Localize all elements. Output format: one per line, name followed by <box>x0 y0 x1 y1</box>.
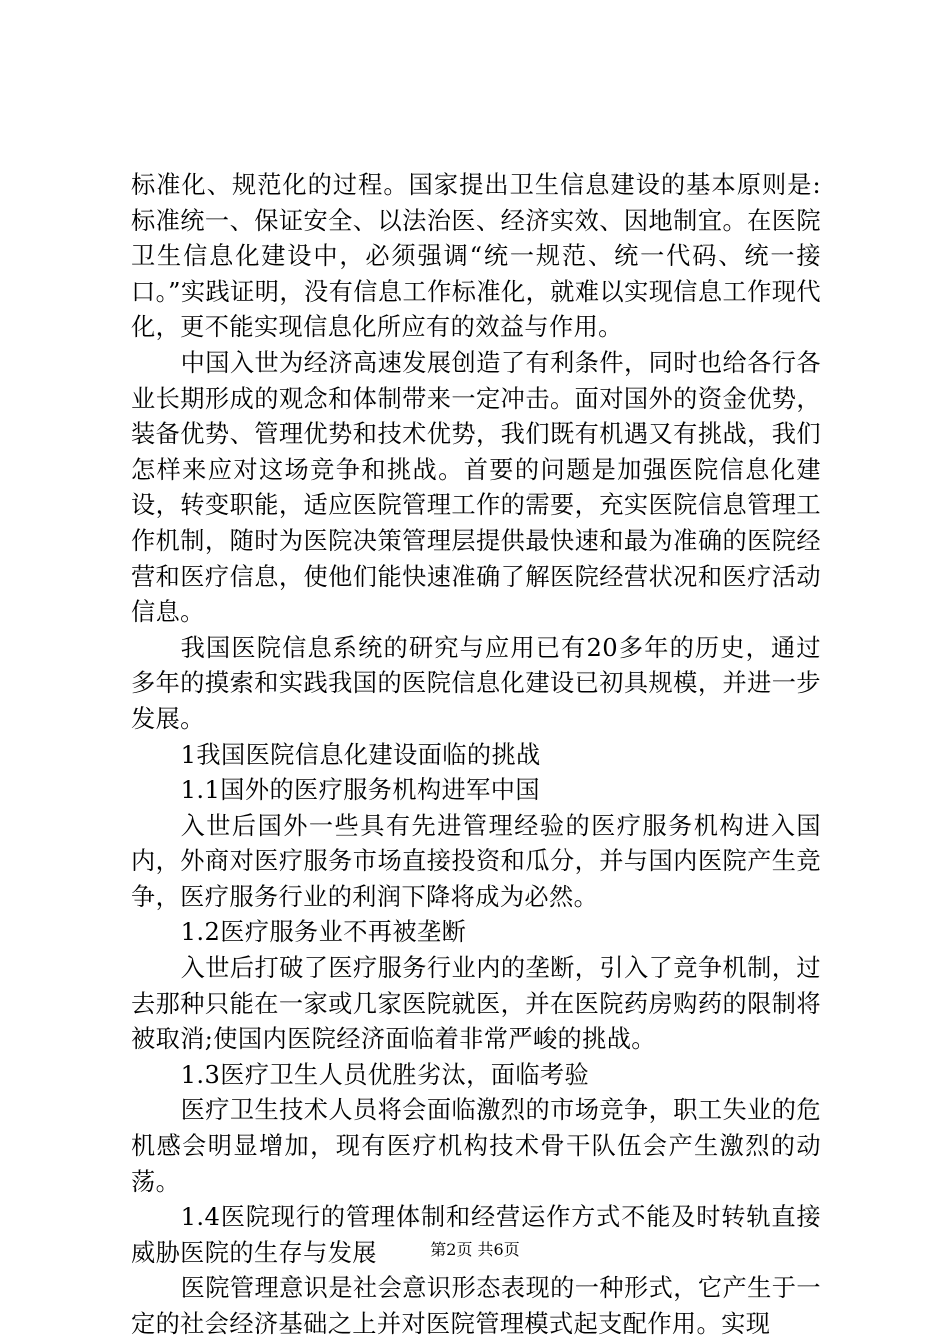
paragraph-6: 医疗卫生技术人员将会面临激烈的市场竞争，职工失业的危机感会明显增加，现有医疗机构技术骨干队伍会产生激烈的动荡。 <box>131 1096 821 1196</box>
section-heading-1: 1我国医院信息化建设面临的挑战 <box>180 740 541 769</box>
paragraph-3: 我国医院信息系统的研究与应用已有20多年的历史，通过多年的摸索和实践我国的医院信息化建设已初具规模，并进一步发展。 <box>131 633 821 733</box>
paragraph-1: 标准化、规范化的过程。国家提出卫生信息建设的基本原则是:标准统一、保证安全、以法治医、经济实效、因地制宜。在医院卫生信息化建设中，必须强调“统一规范、统一代码、统一接口。”实践证明，没有信息工作标准化，就难以实现信息工作现代化，更不能实现信息化所应有的效益与作用。 <box>131 171 821 342</box>
document-body <box>131 168 821 1343</box>
page-number-label: 第2页 共6页 <box>430 1240 520 1259</box>
paragraph-2: 中国入世为经济高速发展创造了有利条件，同时也给各行各业长期形成的观念和体制带来一定冲击。面对国外的资金优势，装备优势、管理优势和技术优势，我们既有机遇又有挑战，我们怎样来应对这场竞争和挑战。首要的问题是加强医院信息化建设，转变职能，适应医院管理工作的需要，充实医院信息管理工作机制，随时为医院决策管理层提供最快速和最为准确的医院经营和医疗信息，使他们能快速准确了解医院经营状况和医疗活动信息。 <box>131 348 821 627</box>
page-footer <box>0 1240 950 1260</box>
subsection-heading-1-4: 1.4医院现行的管理体制和经营运作方式不能及时转轨直接威胁医院的生存与发展 <box>131 1203 821 1267</box>
paragraph-4: 入世后国外一些具有先进管理经验的医疗服务机构进入国内，外商对医疗服务市场直接投资和瓜分，并与国内医院产生竞争，医疗服务行业的利润下降将成为必然。 <box>131 811 821 911</box>
subsection-heading-1-3: 1.3医疗卫生人员优胜劣汰，面临考验 <box>180 1060 590 1089</box>
paragraph-5: 入世后打破了医疗服务行业内的垄断，引入了竞争机制，过去那种只能在一家或几家医院就医，并在医院药房购药的限制将被取消;使国内医院经济面临着非常严峻的挑战。 <box>131 954 821 1054</box>
paragraph-7: 医院管理意识是社会意识形态表现的一种形式，它产生于一定的社会经济基础之上并对医院管理模式起支配作用。实现 <box>131 1274 821 1338</box>
subsection-heading-1-1: 1.1国外的医疗服务机构进军中国 <box>180 776 540 805</box>
subsection-heading-1-2: 1.2医疗服务业不再被垄断 <box>180 918 467 947</box>
